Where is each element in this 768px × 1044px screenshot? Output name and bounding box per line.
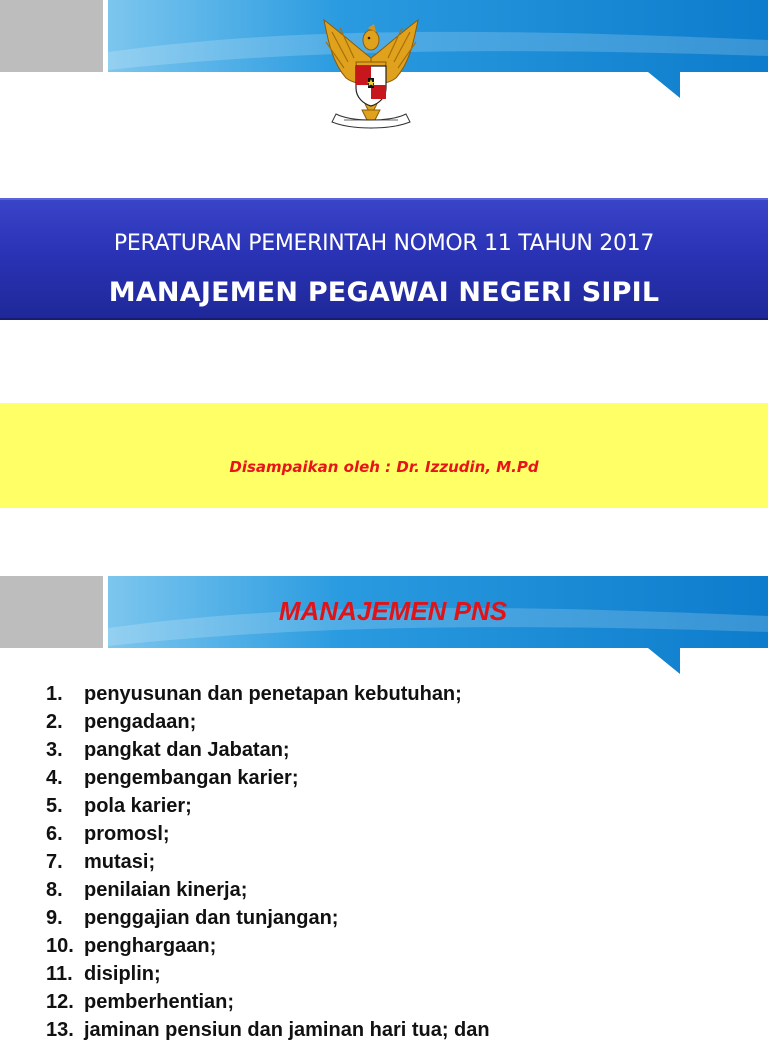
item-text: promosl; bbox=[84, 823, 170, 845]
list-item bbox=[46, 848, 490, 876]
grey-corner-block bbox=[0, 576, 103, 648]
item-number: 2. bbox=[46, 711, 63, 733]
regulation-title: PERATURAN PEMERINTAH NOMOR 11 TAHUN 2017 bbox=[113, 231, 655, 256]
item-text: penghargaan; bbox=[84, 935, 217, 957]
garuda-pancasila-emblem-icon bbox=[318, 18, 424, 136]
list-item bbox=[46, 764, 490, 792]
item-number: 6. bbox=[46, 823, 63, 845]
item-text: pola karier; bbox=[84, 795, 192, 817]
list-item bbox=[46, 736, 490, 764]
management-items-list bbox=[46, 680, 490, 1044]
slide-title: MANAJEMEN PNS bbox=[278, 596, 508, 626]
list-item bbox=[46, 960, 490, 988]
item-text: disiplin; bbox=[84, 963, 161, 985]
item-number: 5. bbox=[46, 795, 63, 817]
item-number: 1. bbox=[46, 683, 63, 705]
list-item bbox=[46, 680, 490, 708]
list-item bbox=[46, 876, 490, 904]
list-item bbox=[46, 792, 490, 820]
list-item bbox=[46, 708, 490, 736]
item-text: penggajian dan tunjangan; bbox=[84, 907, 339, 929]
item-number: 13. bbox=[46, 1019, 74, 1041]
blue-header-banner bbox=[108, 0, 768, 100]
item-text: pengembangan karier; bbox=[84, 767, 299, 789]
item-text: pangkat dan Jabatan; bbox=[84, 739, 290, 761]
grey-corner-block bbox=[0, 0, 103, 72]
list-item bbox=[46, 932, 490, 960]
main-title: MANAJEMEN PEGAWAI NEGERI SIPIL bbox=[108, 277, 660, 308]
item-number: 8. bbox=[46, 879, 63, 901]
content-slide bbox=[0, 576, 768, 1041]
item-number: 3. bbox=[46, 739, 63, 761]
presenter-band bbox=[0, 403, 768, 508]
item-number: 11. bbox=[46, 963, 73, 985]
item-text: pemberhentian; bbox=[84, 991, 235, 1013]
item-number: 10. bbox=[46, 935, 74, 957]
list-item bbox=[46, 988, 490, 1016]
item-text: mutasi; bbox=[84, 851, 156, 873]
title-band bbox=[0, 198, 768, 320]
item-text: penyusunan dan penetapan kebutuhan; bbox=[84, 683, 462, 705]
item-number: 9. bbox=[46, 907, 63, 929]
presenter-text: Disampaikan oleh : Dr. Izzudin, M.Pd bbox=[229, 458, 539, 476]
item-number: 7. bbox=[46, 851, 63, 873]
item-text: penilaian kinerja; bbox=[84, 879, 248, 901]
list-item bbox=[46, 1016, 490, 1044]
list-item bbox=[46, 820, 490, 848]
item-text: pengadaan; bbox=[84, 711, 197, 733]
list-item bbox=[46, 904, 490, 932]
item-text: jaminan pensiun dan jaminan hari tua; dan bbox=[84, 1019, 490, 1041]
item-number: 12. bbox=[46, 991, 74, 1013]
item-number: 4. bbox=[46, 767, 63, 789]
